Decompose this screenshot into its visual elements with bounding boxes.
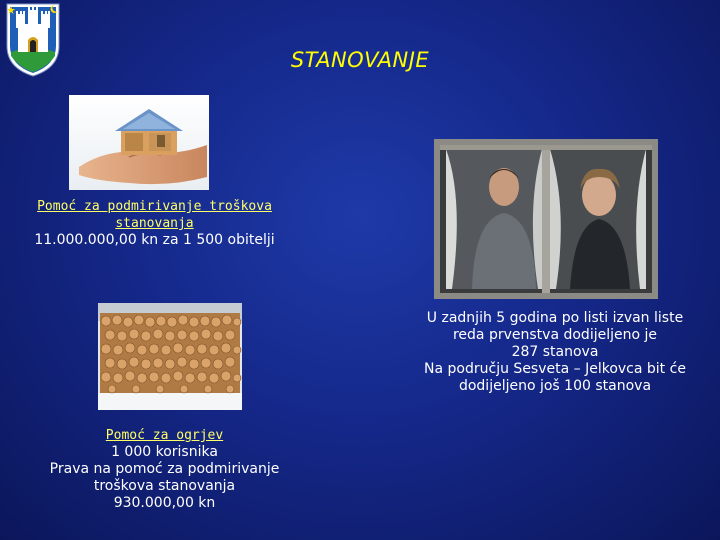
slide-title: STANOVANJE [290,48,430,72]
apartments-line-3: 287 stanova [511,344,599,360]
apartments-line-4: Na području Sesveta – Jelkovca bit će [424,361,686,377]
heating-line-2: troškova stanovanja [93,478,236,494]
apartments-line-1: U zadnjih 5 godina po listi izvan liste [426,310,684,326]
people-at-window-photo [434,139,658,299]
housing-assistance-caption [12,198,297,249]
apartments-line-5: dodijeljeno još 100 stanova [458,378,652,394]
housing-assistance-heading: Pomoć za podmirivanje troškova stanovanja [37,199,272,231]
apartments-line-2: reda prvenstva dodijeljeno je [452,327,657,343]
heating-amount: 930.000,00 kn [113,495,216,511]
hand-holding-house-photo [69,95,209,190]
heating-assistance-caption [22,427,307,512]
heating-line-1: Prava na pomoć za podmirivanje [49,461,280,477]
housing-assistance-amount: 11.000.000,00 kn za 1 500 obitelji [34,232,275,248]
firewood-stack-photo [98,303,242,410]
apartments-allocation-caption [405,310,705,395]
heating-users: 1 000 korisnika [111,444,218,460]
heating-assistance-heading: Pomoć za ogrjev [105,428,224,443]
